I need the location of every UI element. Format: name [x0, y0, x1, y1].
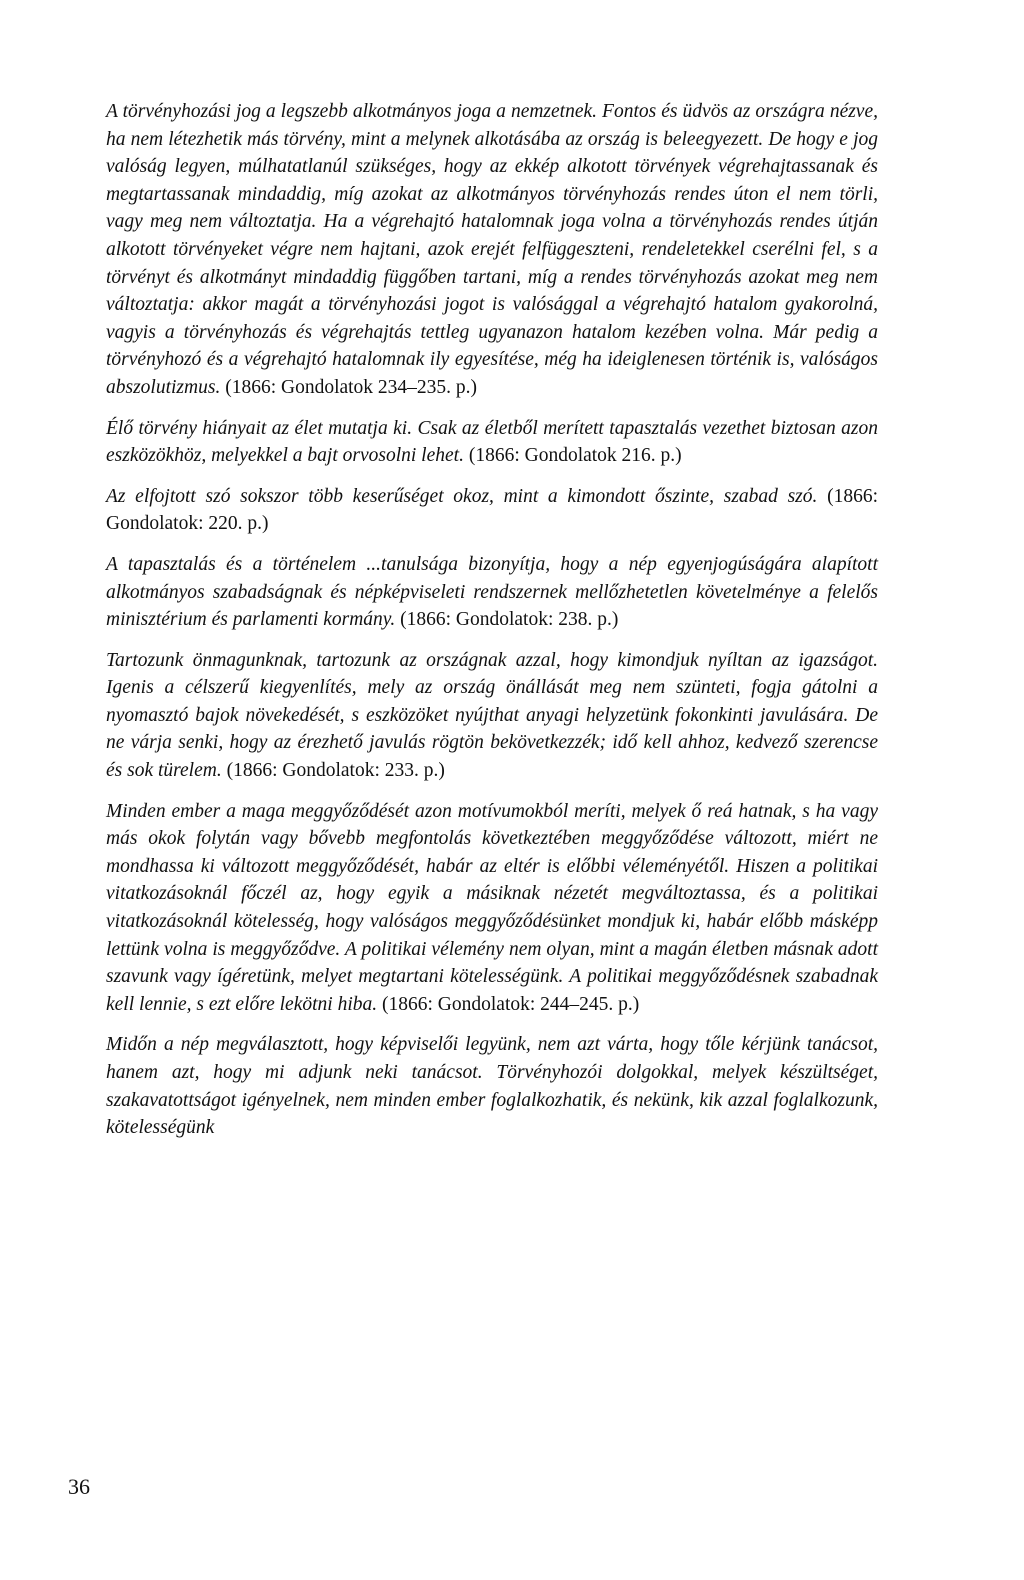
quote-paragraph: [106, 98, 878, 402]
quote-source: (1866: Gondolatok: 220. p.): [106, 485, 879, 535]
quote-paragraph: [106, 415, 878, 470]
quote-text: Tartozunk önmagunknak, tartozunk az országnak azzal, hogy kimondjuk nyíltan az igazságot. Igenis a célszerű kiegyenlítés, mely az ország önállását meg nem szünteti, fogja gátolni a nyomasztó bajok növekedését, s eszközöket nyújthat anyagi helyzetünk fokonkinti javulására. De ne várja senki, hogy az érezhető javulás rögtön bekövetkezzék; idő kell ahhoz, kedvező szerencse és sok türelem.: [106, 649, 878, 782]
quote-source: (1866: Gondolatok 216. p.): [468, 445, 682, 467]
quote-source: (1866: Gondolatok: 233. p.): [226, 760, 445, 782]
quote-text: Élő törvény hiányait az élet mutatja ki. Csak az életből merített tapasztalás vezethet biztosan azon eszközökhöz, melyekkel a bajt orvosolni lehet.: [106, 417, 878, 467]
quote-source: (1866: Gondolatok 234–235. p.): [225, 376, 478, 398]
quote-source: (1866: Gondolatok: 238. p.): [400, 609, 619, 631]
quote-paragraph: [106, 551, 878, 634]
quote-text: Az elfojtott szó sokszor több keserűséget okoz, mint a kimondott őszinte, szabad szó.: [106, 485, 818, 507]
quote-text: Minden ember a maga meggyőződését azon motívumokból meríti, melyek ő reá hatnak, s ha vagy más okok folytán vagy bővebb megfontolás következtében meggyőződése változott, miért ne mondhassa ki változott meggyőződését, habár az eltér is előbbi véleményétől. Hiszen a politikai vitatkozásoknál főczél az, hogy egyik a másiknak nézetét megváltoztassa, és a politikai vitatkozásoknál kötelesség, hogy valóságos meggyőződésünket mondjuk ki, habár előbb másképp lettünk volna is meggyőződve. A politikai vélemény nem olyan, mint a magán életben másnak adott szavunk vagy ígéretünk, melyet megtartani kötelességünk. A politikai meggyőződésnek szabadnak kell lennie, s ezt előre lekötni hiba.: [106, 800, 878, 1015]
quote-text: Midőn a nép megválasztott, hogy képviselői legyünk, nem azt várta, hogy tőle kérjünk tanácsot, hanem azt, hogy mi adjunk neki tanácsot. Törvényhozói dolgokkal, melyek készültséget, szakavatottságot igényelnek, nem minden ember foglalkozhatik, és nekünk, kik azzal foglalkozunk, kötelességünk: [106, 1034, 878, 1139]
quote-paragraph: [106, 798, 878, 1019]
quote-paragraph: [106, 647, 878, 785]
page-number: 36: [68, 1474, 90, 1499]
quote-text: A tapasztalás és a történelem ...tanulsága bizonyítja, hogy a nép egyenjogúságára alapított alkotmányos szabadságnak és népképviseleti rendszernek mellőzhetetlen követelménye a felelős minisztérium és parlamenti kormány.: [106, 553, 878, 631]
quote-source: (1866: Gondolatok: 244–245. p.): [382, 993, 640, 1015]
quote-paragraph: [106, 483, 878, 538]
page-body: [106, 98, 878, 1155]
quote-text: A törvényhozási jog a legszebb alkotmányos joga a nemzetnek. Fontos és üdvös az országra nézve, ha nem létezhetik más törvény, mint a melynek alkotásába az ország is beleegyezett. De hogy e jog valóság legyen, múlhatatlanúl szükséges, hogy az ekkép alkotott törvények végrehajtassanak és megtartassanak mindaddig, míg azokat az alkotmányos törvényhozás rendes úton el nem törli, vagy meg nem változtatja. Ha a végrehajtó hatalomnak joga volna a törvényhozás rendes útján alkotott törvényeket végre nem hajtani, azok erejét felfüggeszteni, rendeletekkel cserélni fel, s a törvényt és alkotmányt mindaddig függőben tartani, míg a rendes törvényhozás azokat meg nem változtatja: akkor magát a törvényhozási jogot is valósággal a végrehajtó hatalom gyakorolná, vagyis a törvényhozás és végrehajtás tettleg ugyanazon hatalom kezében volna. Már pedig a törvényhozó és a végrehajtó hatalomnak ily egyesítése, még ha ideiglenesen történik is, valóságos abszolutizmus.: [106, 101, 878, 398]
quote-paragraph: [106, 1031, 878, 1141]
